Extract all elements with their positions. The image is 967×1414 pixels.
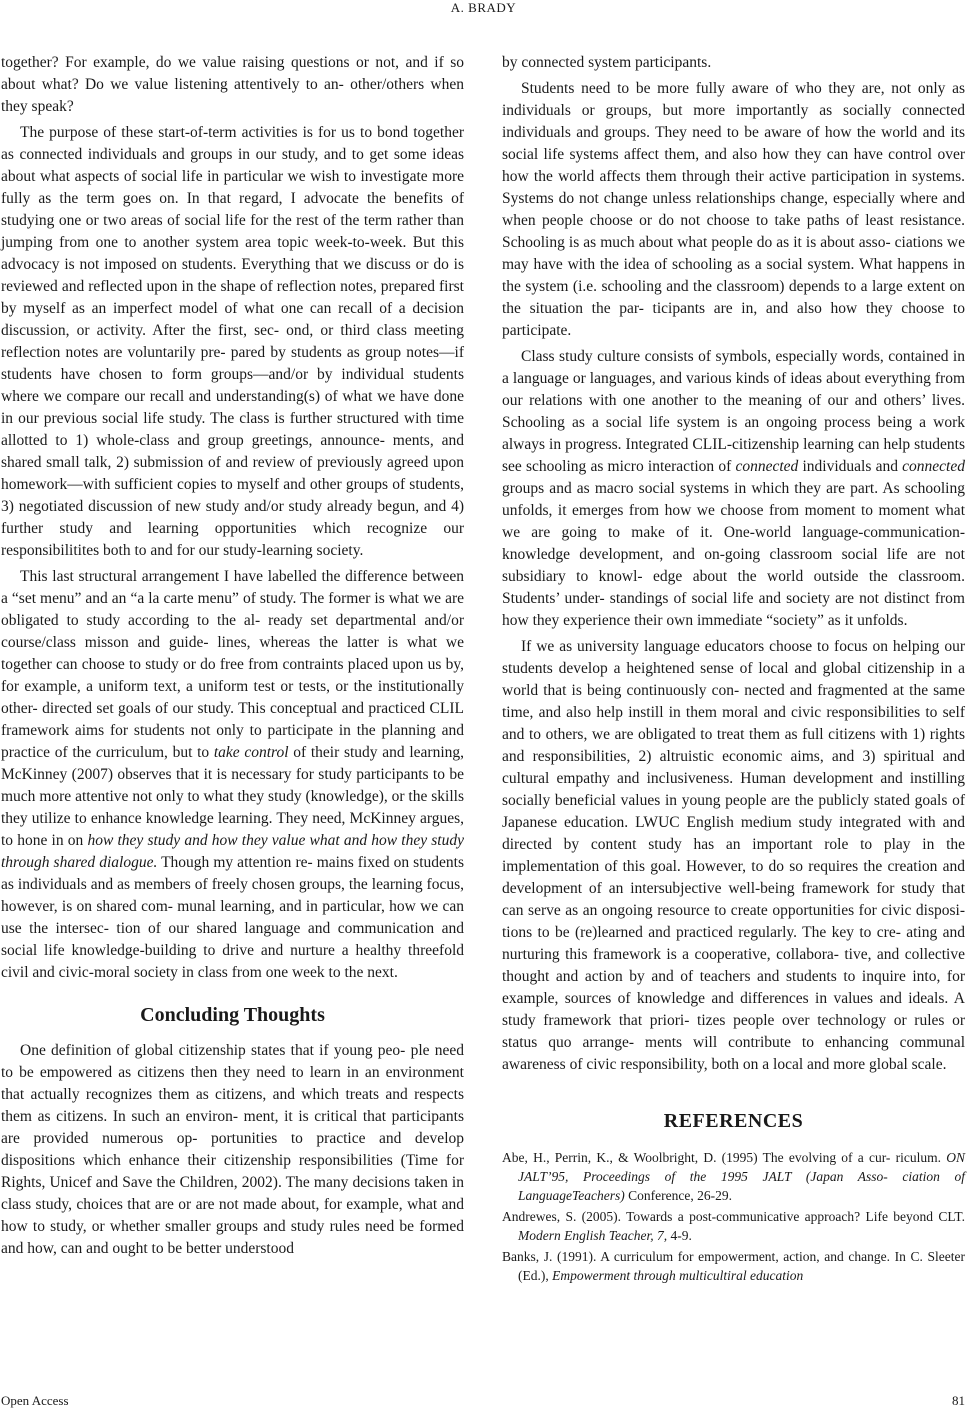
text-span: Though my attention re- mains fixed on students as individuals and as members of freely chosen groups, the learning focus, however, is on shared com- munal learning, and in particular, how we can use the intersec- tion of our shared language and communication and social life knowledge-building to drive and nurture a healthy threefold civil and civic-moral society in class from one week to the next. (1, 854, 464, 981)
text-span: urriculum, but to (102, 744, 214, 761)
paragraph: together? For example, do we value raising questions or not, and if so about what? Do we value listening attentively to an- other/others when they speak? (1, 54, 464, 115)
text-span: 4-9. (667, 1228, 692, 1243)
italic-text: ON JALT’95, Proceedings of the 1995 JALT (Japan Asso- ciation of LanguageTeachers) (518, 1150, 965, 1203)
footer-open-access: Open Access (1, 1393, 69, 1408)
left-column (1, 52, 464, 1264)
text-span: Andrewes, S. (2005). Towards a post-communicative approach? Life beyond CLT. (502, 1209, 965, 1224)
italic-text: how they study and how they value what and how they study through shared dialogue. (1, 832, 464, 871)
paragraph (502, 346, 965, 632)
italic-text: connected (735, 458, 799, 475)
running-head: A. BRADY (450, 0, 517, 15)
text-span: Abe, H., Perrin, K., & Woolbright, D. (1995) The evolving of a cur- riculum. (502, 1150, 947, 1165)
italic-text: take control (213, 744, 289, 761)
paragraph: The purpose of these start-of-term activities is for us to bond together as connected individuals and groups in our study, and to get some ideas about what aspects of social life in particular we wish to investigate more fully as the term goes on. In that regard, I advocate the benefits of studying one or two areas of social life for the rest of the term rather than jumping from one to another system area topic week-to-week. But this advocacy is not imposed on students. Everything that we discuss or do is reviewed and reflected upon in the shape of reflection notes, prepared first by myself as an imperfect model of what one can recall of a decision discussion, or activity. After the first, sec- ond, or third class meeting reflection notes are voluntarily pre- pared by students as group notes—if students have chosen to form groups—and/or by individual students where we compare our recall and understanding(s) of what we have done in our previous social life study. The class is further structured with time allotted to 1) whole-class and group greetings, announce- ments, and shared small talk, 2) submission of and review of previously agreed upon homework—with sufficient copies to myself and other groups of students, 3) negotiated discussion of new study and/or study already begun, and 4) further study and learning opportunities which recognize our responsibilitites both to and for our study-learning society. (1, 124, 464, 559)
text-span: of their study and learning, McKinney (2007) observes that it is necessary for study participants to be much more attentive not only to what they study (knowledge), or the skills they utilize to enhance knowledge learning. They need, McKinney argues, to hone in on (1, 744, 464, 849)
page-number: 81 (952, 1393, 965, 1408)
text-span: This last structural arrangement I have labelled the difference between a “set menu” and an “a la carte menu” of study. The former is what we are obligated to study according to the al- ready set departmental and/or course/class misson and guide- lines, whereas the latter is what we together can choose to study or do free from contraints placed upon us by, for example, a uniform text, a uniform test or tests, or the institutionally other- directed set goals of our study. This conceptual and practiced CLIL framework aims for students not only to participate in the planning and practice of the (1, 568, 464, 761)
reference-item (502, 1207, 965, 1245)
italic-text: Empowerment through multicultiral education (552, 1268, 804, 1283)
text-span: Class study culture consists of symbols, especially words, contained in a language or languages, and various kinds of ideas about everything from our relations with one another to the meaning of our and others’ lives. Schooling as a social life system is an ongoing process being a work always in progress. Integrated CLIL-citizenship learning can help students see schooling as micro interaction of (502, 348, 965, 475)
italic-text: connected (902, 458, 965, 475)
text-span: Conference, 26-29. (624, 1188, 732, 1203)
section-title: Concluding Thoughts (140, 1004, 325, 1026)
paragraph: Students need to be more fully aware of who they are, not only as individuals or groups, but more importantly as socially connected individuals and groups. They need to be aware of how the world and its social life systems affect them, and also how they can have control over how the world affects them through their active participation in systems. Systems do not change unless relationships change, especially where and when people choose or do not choose to take paths of least resistance. Schooling is as much about what people do as it is about asso- ciations we may have with the idea of schooling as a social system. What happens in the system (i.e. schooling and the classroom) depends to a large extent on the situation the par- ticipants are in, and also how they choose to participate. (502, 80, 965, 339)
text-span: Banks, J. (1991). A curriculum for empowerment, action, and change. In C. Sleeter (Ed.), (502, 1249, 965, 1283)
text-span: groups and as macro social systems in which they are part. As schooling unfolds, it emerges from how we choose from moment to moment what we are going to make of it. One-world language-communication-knowledge development, and on-going classroom social life are not subsidiary to knowl- edge about the world outside the classroom. Students’ under- standings of social life and society are not distinct from how they experience their own immediate “society” as it unfolds. (502, 480, 965, 629)
italic-text: Modern English Teacher, 7, (518, 1228, 668, 1243)
text-span: individuals and (798, 458, 903, 475)
paragraph: by connected system participants. (502, 54, 712, 71)
paragraph: One definition of global citizenship states that if young peo- ple need to be empowered as citizens then they need to learn in an environment that actually recognizes them as citizens, and which treats and respects them as citizens. In such an environ- ment, it is critical that participants are provided numerous op- portunities to practice and develop dispositions which enhance their citizenship responsibilities (Time for Rights, Unicef and Save the Children, 2002). The many decisions taken in class study, choices that are or are not made about, for example, what and how to study, or whether smaller groups and study rules need be formed and how, can and ought to be better understood (1, 1042, 464, 1257)
paragraph: If we as university language educators choose to focus on helping our students develop a heightened sense of local and global citizenship in a world that is being continuously con- nected and fragmented at the same time, and also help instill in them moral and civic responsibilities to self and to others, we are obligated to treat them as full citizens with 1) rights and responsibilities, 2) altruistic economic aims, and 3) spiritual and cultural empathy and inclusiveness. Human development and instilling socially beneficial values in young people are the publicly stated goals of Japanese education. LWUC English medium study integrated with and directed by content study has an important role to play in the implementation of this goal. However, to do so requires the creation and development of an intersubjective well-being framework for study that can serve as an ongoing resource to create opportunities for civic disposi- tions to be (re)learned and practiced regularly. The key to cre- ating and nurturing this framework is a cooperative, collabora- tive, and collective thought and action by and of teachers and students to inquire into, for example, sources of knowledge and differences in values and ideals. A study framework that priori- tizes people over technology or rules or status quo arrange- ments will contribute to enhancing communal awareness of civic responsibility, both on a local and more global scale. (502, 638, 965, 1073)
right-column (502, 52, 965, 1287)
references-title: REFERENCES (663, 1110, 804, 1132)
reference-item (502, 1148, 965, 1205)
paragraph (1, 566, 464, 984)
italic-text: c (95, 744, 103, 761)
reference-item (502, 1247, 965, 1285)
